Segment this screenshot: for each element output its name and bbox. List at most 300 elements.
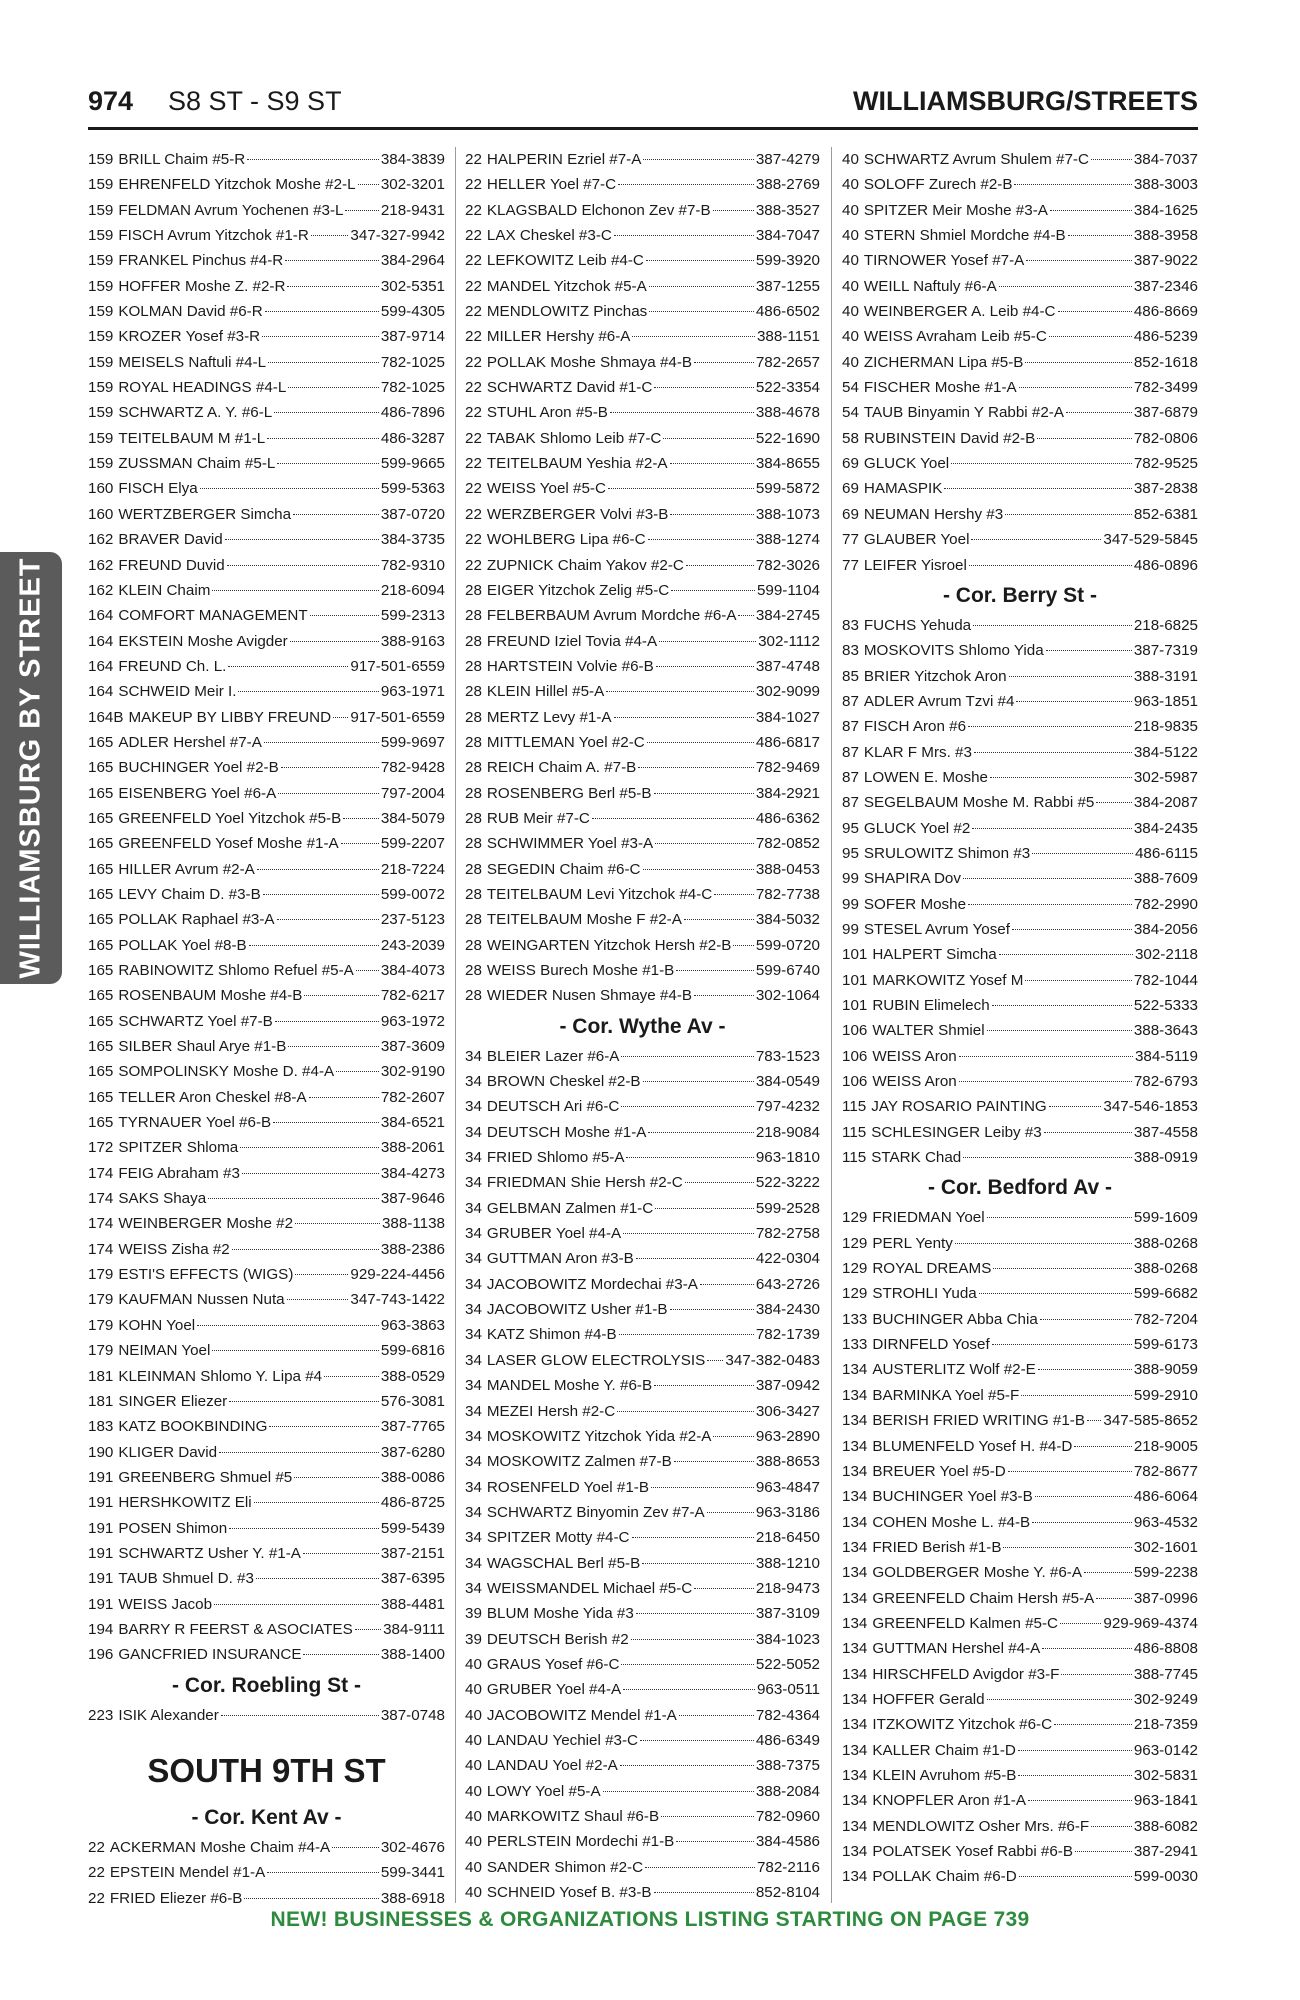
dot-leader (275, 1021, 379, 1022)
resident-name: STROHLI Yuda (872, 1285, 977, 1303)
dot-leader (649, 286, 754, 287)
phone-number: 782-9310 (380, 556, 445, 574)
phone-number: 237-5123 (380, 911, 445, 929)
dot-leader (1038, 1369, 1132, 1370)
dot-leader (229, 1401, 379, 1402)
listing-row (465, 882, 820, 907)
listing-row (842, 426, 1198, 451)
resident-name: PERL Yenty (872, 1234, 953, 1252)
phone-number: 599-3441 (380, 1864, 445, 1882)
resident-name: STUHL Aron #5-B (486, 404, 608, 422)
house-number: 165 (88, 1063, 114, 1081)
phone-number: 302-4676 (380, 1838, 445, 1856)
house-number: 159 (88, 176, 114, 194)
header-rule (88, 127, 1198, 130)
resident-name: SANDER Shimon #2-C (486, 1858, 644, 1876)
phone-number: 782-2657 (755, 353, 820, 371)
listing-row (842, 1611, 1198, 1636)
phone-number: 218-6825 (1133, 616, 1198, 634)
house-number: 159 (88, 227, 114, 245)
house-number: 115 (842, 1098, 867, 1116)
dot-leader (267, 438, 379, 439)
phone-number: 522-1690 (755, 429, 820, 447)
phone-number: 384-4273 (380, 1164, 445, 1182)
listing-row (465, 1627, 820, 1652)
phone-number: 782-9469 (755, 759, 820, 777)
house-number: 28 (465, 683, 482, 701)
phone-number: 963-1851 (1133, 692, 1198, 710)
resident-name: PERLSTEIN Mordechi #1-B (486, 1833, 675, 1851)
listing-row (842, 790, 1198, 815)
listing-row (465, 350, 820, 375)
dot-leader (621, 1664, 753, 1665)
listing-row (842, 1256, 1198, 1281)
house-number: 22 (465, 353, 482, 371)
listing-row (465, 679, 820, 704)
house-number: 40 (465, 1833, 482, 1851)
dot-leader (303, 1654, 378, 1655)
phone-number: 782-6217 (380, 987, 445, 1005)
listing-row (465, 1424, 820, 1449)
dot-leader (643, 869, 754, 870)
listing-row (465, 1880, 820, 1905)
house-number: 34 (465, 1073, 482, 1091)
phone-number: 388-1210 (755, 1554, 820, 1572)
phone-number: 218-7359 (1133, 1716, 1198, 1734)
house-number: 54 (842, 379, 859, 397)
dot-leader (614, 235, 754, 236)
listing-row (842, 1018, 1198, 1043)
dot-leader (642, 1563, 754, 1564)
dot-leader (324, 1376, 379, 1377)
house-number: 22 (88, 1889, 105, 1907)
resident-name: MOSKOWITZ Zalmen #7-B (486, 1453, 672, 1471)
dot-leader (358, 184, 379, 185)
dot-leader (287, 286, 378, 287)
listing-row (842, 553, 1198, 578)
house-number: 191 (88, 1544, 114, 1562)
phone-number: 387-0996 (1133, 1589, 1198, 1607)
phone-number: 388-1151 (756, 328, 820, 346)
phone-number: 486-8669 (1133, 303, 1198, 321)
listing-row (842, 1763, 1198, 1788)
listing-row (88, 274, 445, 299)
phone-number: 302-5351 (380, 277, 445, 295)
phone-number: 486-6502 (755, 303, 820, 321)
phone-number: 384-5122 (1133, 743, 1198, 761)
dot-leader (963, 1157, 1132, 1158)
phone-number: 797-4232 (755, 1098, 820, 1116)
listing-row (465, 400, 820, 425)
house-number: 22 (465, 429, 482, 447)
listing-row (842, 1383, 1198, 1408)
resident-name: DEUTSCH Moshe #1-A (486, 1123, 647, 1141)
phone-number: 387-1255 (755, 277, 820, 295)
house-number: 77 (842, 556, 859, 574)
resident-name: BARRY R FEERST & ASOCIATES (118, 1620, 353, 1638)
house-number: 159 (88, 201, 114, 219)
house-number: 101 (842, 946, 868, 964)
phone-number: 218-9473 (755, 1579, 820, 1597)
resident-name: WEINBERGER Moshe #2 (118, 1215, 294, 1233)
dot-leader (617, 1411, 754, 1412)
page-number: 974 (88, 86, 134, 116)
resident-name: EPSTEIN Mendel #1-A (109, 1864, 266, 1882)
listing-row (465, 1601, 820, 1626)
listing-row (465, 1779, 820, 1804)
dot-leader (987, 1699, 1132, 1700)
house-number: 22 (465, 328, 482, 346)
dot-leader (1037, 438, 1132, 439)
cross-street-heading: - Cor. Kent Av - (191, 1805, 342, 1829)
phone-number: 522-5052 (755, 1655, 820, 1673)
phone-number: 218-7224 (380, 860, 445, 878)
resident-name: FREUND Ch. L. (118, 657, 227, 675)
listing-row (88, 1059, 445, 1084)
phone-number: 782-8677 (1133, 1462, 1198, 1480)
resident-name: TIRNOWER Yosef #7-A (863, 252, 1025, 270)
listing-row (842, 223, 1198, 248)
resident-name: RUBINSTEIN David #2-B (863, 429, 1036, 447)
phone-number: 388-8653 (755, 1453, 820, 1471)
listing-row (842, 1307, 1198, 1332)
house-number: 69 (842, 455, 859, 473)
listing-row (88, 400, 445, 425)
dot-leader (263, 894, 379, 895)
phone-number: 384-4586 (755, 1833, 820, 1851)
house-number: 40 (465, 1655, 482, 1673)
resident-name: SCHWARTZ A. Y. #6-L (118, 404, 273, 422)
phone-number: 852-8104 (755, 1884, 820, 1902)
house-number: 165 (88, 1012, 114, 1030)
house-number: 159 (88, 277, 114, 295)
resident-name: SCHWARTZ David #1-C (486, 379, 653, 397)
resident-name: WAGSCHAL Berl #5-B (486, 1554, 641, 1572)
phone-number: 963-4847 (755, 1478, 820, 1496)
listing-row (842, 476, 1198, 501)
house-number: 165 (88, 936, 114, 954)
listing-row (465, 806, 820, 831)
resident-name: MITTLEMAN Yoel #2-C (486, 733, 645, 751)
house-number: 28 (465, 911, 482, 929)
phone-number: 387-2941 (1133, 1843, 1198, 1860)
phone-number: 929-224-4456 (350, 1266, 445, 1284)
listing-row (465, 1170, 820, 1195)
dot-leader (707, 1360, 723, 1361)
phone-number: 302-5987 (1133, 768, 1198, 786)
dot-leader (1091, 1826, 1132, 1827)
resident-name: HALPERT Simcha (872, 946, 997, 964)
house-number: 22 (465, 252, 482, 270)
dot-leader (268, 362, 379, 363)
listing-row (465, 755, 820, 780)
listing-row (842, 1459, 1198, 1484)
listing-row (465, 375, 820, 400)
listing-row (465, 451, 820, 476)
phone-number: 486-6362 (755, 809, 820, 827)
listing-row (88, 831, 445, 856)
resident-name: KOLMAN David #6-R (118, 303, 263, 321)
resident-name: LEVY Chaim D. #3-B (118, 885, 261, 903)
listing-row (88, 248, 445, 273)
house-number: 129 (842, 1234, 868, 1252)
listing-row (842, 689, 1198, 714)
listing-row (88, 1566, 445, 1591)
house-number: 165 (88, 784, 114, 802)
house-number: 22 (465, 505, 482, 523)
dot-leader (290, 641, 379, 642)
listing-row (842, 1687, 1198, 1712)
resident-name: SCHWARTZ Binyomin Zev #7-A (486, 1503, 705, 1521)
listing-row (88, 705, 445, 730)
dot-leader (713, 210, 754, 211)
dot-leader (227, 565, 379, 566)
resident-name: TELLER Aron Cheskel #8-A (118, 1088, 307, 1106)
phone-number: 486-0896 (1133, 556, 1198, 574)
dot-leader (221, 1715, 379, 1716)
dot-leader (656, 666, 754, 667)
house-number: 165 (88, 1114, 114, 1132)
listing-row (88, 1465, 445, 1490)
house-number: 87 (842, 692, 859, 710)
house-number: 40 (842, 328, 859, 346)
house-number: 87 (842, 718, 859, 736)
house-number: 54 (842, 404, 859, 422)
dot-leader (1025, 362, 1131, 363)
phone-number: 782-3026 (755, 556, 820, 574)
resident-name: MENDLOWITZ Osher Mrs. #6-F (872, 1817, 1090, 1835)
listing-row (88, 553, 445, 578)
listing-row (842, 1662, 1198, 1687)
resident-name: ZUSSMAN Chaim #5-L (118, 455, 276, 473)
resident-name: ROYAL HEADINGS #4-L (118, 379, 287, 397)
resident-name: GREENFELD Yosef Moshe #1-A (118, 835, 339, 853)
house-number: 164 (88, 632, 114, 650)
listing-row (88, 629, 445, 654)
resident-name: FRIEDMAN Shie Hersh #2-C (486, 1174, 683, 1192)
listing-row (465, 730, 820, 755)
phone-number: 388-2386 (380, 1240, 445, 1258)
listing-row (88, 1034, 445, 1059)
listing-column-1 (88, 147, 445, 1907)
phone-number: 387-4279 (755, 151, 820, 168)
house-number: 134 (842, 1462, 868, 1480)
house-number: 95 (842, 844, 859, 862)
dot-leader (197, 1325, 379, 1326)
house-number: 87 (842, 794, 859, 812)
resident-name: TEITELBAUM Yeshia #2-A (486, 455, 668, 473)
dot-leader (686, 565, 754, 566)
phone-number: 782-1025 (380, 379, 445, 397)
phone-number: 384-5119 (1134, 1047, 1198, 1065)
phone-number: 243-2039 (380, 936, 445, 954)
house-number: 159 (88, 429, 114, 447)
resident-name: BLEIER Lazer #6-A (486, 1047, 620, 1065)
resident-name: ZUPNICK Chaim Yakov #2-C (486, 556, 684, 574)
phone-number: 388-2769 (755, 176, 820, 194)
dot-leader (265, 311, 379, 312)
house-number: 106 (842, 1047, 868, 1065)
phone-number: 782-6793 (1133, 1073, 1198, 1091)
phone-number: 388-0268 (1133, 1260, 1198, 1278)
resident-name: STARK Chad (871, 1149, 962, 1167)
house-number: 106 (842, 1022, 868, 1040)
resident-name: FELBERBAUM Avrum Mordche #6-A (486, 607, 737, 625)
phone-number: 387-7765 (380, 1418, 445, 1436)
resident-name: WEILL Naftuly #6-A (863, 277, 997, 295)
house-number: 165 (88, 987, 114, 1005)
dot-leader (993, 1268, 1131, 1269)
dot-leader (285, 260, 379, 261)
resident-name: FRIEDMAN Yoel (872, 1209, 985, 1227)
resident-name: KATZ Shimon #4-B (486, 1326, 617, 1344)
house-number: 34 (465, 1503, 482, 1521)
dot-leader (1050, 210, 1132, 211)
resident-name: KAUFMAN Nussen Nuta (118, 1291, 285, 1309)
listing-row (842, 816, 1198, 841)
dot-leader (262, 336, 379, 337)
resident-name: ROSENBERG Berl #5-B (486, 784, 652, 802)
dot-leader (225, 539, 379, 540)
phone-number: 782-2990 (1133, 895, 1198, 913)
resident-name: COMFORT MANAGEMENT (118, 607, 308, 625)
house-number: 28 (465, 860, 482, 878)
phone-number: 384-8655 (755, 455, 820, 473)
dot-leader (269, 1426, 378, 1427)
phone-number: 388-7609 (1133, 870, 1198, 888)
house-number: 191 (88, 1570, 114, 1588)
phone-number: 782-2607 (380, 1088, 445, 1106)
resident-name: BRILL Chaim #5-R (118, 151, 246, 168)
house-number: 134 (842, 1817, 868, 1835)
listing-row (842, 1120, 1198, 1145)
dot-leader (674, 1461, 754, 1462)
dot-leader (973, 625, 1132, 626)
listing-row (465, 1475, 820, 1500)
resident-name: KLIGER David (118, 1443, 218, 1461)
listing-row (88, 806, 445, 831)
phone-number: 522-5333 (1133, 997, 1198, 1014)
dot-leader (333, 717, 348, 718)
house-number: 165 (88, 835, 114, 853)
resident-name: MERTZ Levy #1-A (486, 708, 612, 726)
house-number: 191 (88, 1595, 114, 1613)
listing-row (465, 1094, 820, 1119)
dot-leader (244, 1898, 378, 1899)
dot-leader (1042, 1648, 1132, 1649)
house-number: 58 (842, 429, 859, 447)
house-number: 134 (842, 1792, 868, 1810)
dot-leader (1046, 650, 1132, 651)
house-number: 40 (465, 1808, 482, 1825)
phone-number: 388-3003 (1133, 176, 1198, 194)
listing-row (88, 1186, 445, 1211)
dot-leader (274, 412, 379, 413)
listing-row (465, 426, 820, 451)
phone-number: 599-1104 (756, 581, 820, 599)
dot-leader (277, 919, 379, 920)
resident-name: WEINGARTEN Yitzchok Hersh #2-B (486, 936, 732, 954)
house-number: 134 (842, 1766, 868, 1784)
house-number: 40 (842, 151, 859, 168)
phone-number: 422-0304 (755, 1250, 820, 1268)
phone-number: 963-1972 (380, 1012, 445, 1030)
listing-row (88, 857, 445, 882)
dot-leader (304, 995, 378, 996)
phone-number: 302-9190 (380, 1063, 445, 1081)
phone-number: 387-4558 (1133, 1123, 1198, 1141)
dot-leader (303, 1553, 379, 1554)
resident-name: BROWN Cheskel #2-B (486, 1073, 641, 1091)
dot-leader (955, 1243, 1132, 1244)
footer-notice: NEW! BUSINESSES & ORGANIZATIONS LISTING STARTING ON PAGE 739 (270, 1908, 1030, 1931)
listing-row (465, 1449, 820, 1474)
resident-name: GRAUS Yosef #6-C (486, 1655, 620, 1673)
house-number: 40 (842, 277, 859, 295)
listing-row (465, 831, 820, 856)
phone-number: 387-2151 (380, 1544, 445, 1562)
house-number: 129 (842, 1260, 868, 1278)
phone-number: 643-2726 (755, 1275, 820, 1293)
listing-row (465, 705, 820, 730)
listing-row (842, 1145, 1198, 1170)
phone-number: 388-3643 (1133, 1022, 1198, 1040)
listing-row (842, 1535, 1198, 1560)
resident-name: SOFER Moshe (863, 895, 967, 913)
dot-leader (257, 869, 379, 870)
dot-leader (654, 1385, 754, 1386)
house-number: 162 (88, 556, 114, 574)
listing-row (842, 638, 1198, 663)
house-number: 134 (842, 1437, 868, 1455)
house-number: 179 (88, 1316, 114, 1334)
listing-row (88, 476, 445, 501)
listing-row (88, 1313, 445, 1338)
listing-row (465, 1576, 820, 1601)
resident-name: FISCH Elya (118, 480, 198, 498)
phone-number: 388-1400 (380, 1646, 445, 1664)
house-number: 99 (842, 870, 859, 888)
phone-number: 218-6450 (755, 1529, 820, 1547)
listing-row (465, 1728, 820, 1753)
dot-leader (1035, 1496, 1132, 1497)
house-number: 134 (842, 1361, 868, 1379)
listing-row (465, 1221, 820, 1246)
house-number: 28 (465, 809, 482, 827)
house-number: 165 (88, 809, 114, 827)
resident-name: KLAGSBALD Elchonon Zev #7-B (486, 201, 711, 219)
listing-row (88, 1490, 445, 1515)
dot-leader (999, 286, 1132, 287)
resident-name: HARTSTEIN Volvie #6-B (486, 657, 654, 675)
resident-name: LOWY Yoel #5-A (486, 1782, 601, 1800)
dot-leader (287, 1299, 349, 1300)
house-number: 129 (842, 1285, 868, 1303)
phone-number: 387-9714 (380, 328, 445, 346)
phone-number: 384-7037 (1133, 151, 1198, 168)
resident-name: NEIMAN Yoel (118, 1342, 211, 1360)
house-number: 40 (465, 1782, 482, 1800)
phone-number: 218-6094 (380, 581, 445, 599)
listing-row (88, 527, 445, 552)
resident-name: ADLER Avrum Tzvi #4 (863, 692, 1015, 710)
phone-number: 388-0268 (1133, 1234, 1198, 1252)
listing-row (842, 274, 1198, 299)
house-number: 196 (88, 1646, 114, 1664)
dot-leader (676, 970, 754, 971)
listing-row (842, 1231, 1198, 1256)
resident-name: EHRENFELD Yitzchok Moshe #2-L (118, 176, 356, 194)
